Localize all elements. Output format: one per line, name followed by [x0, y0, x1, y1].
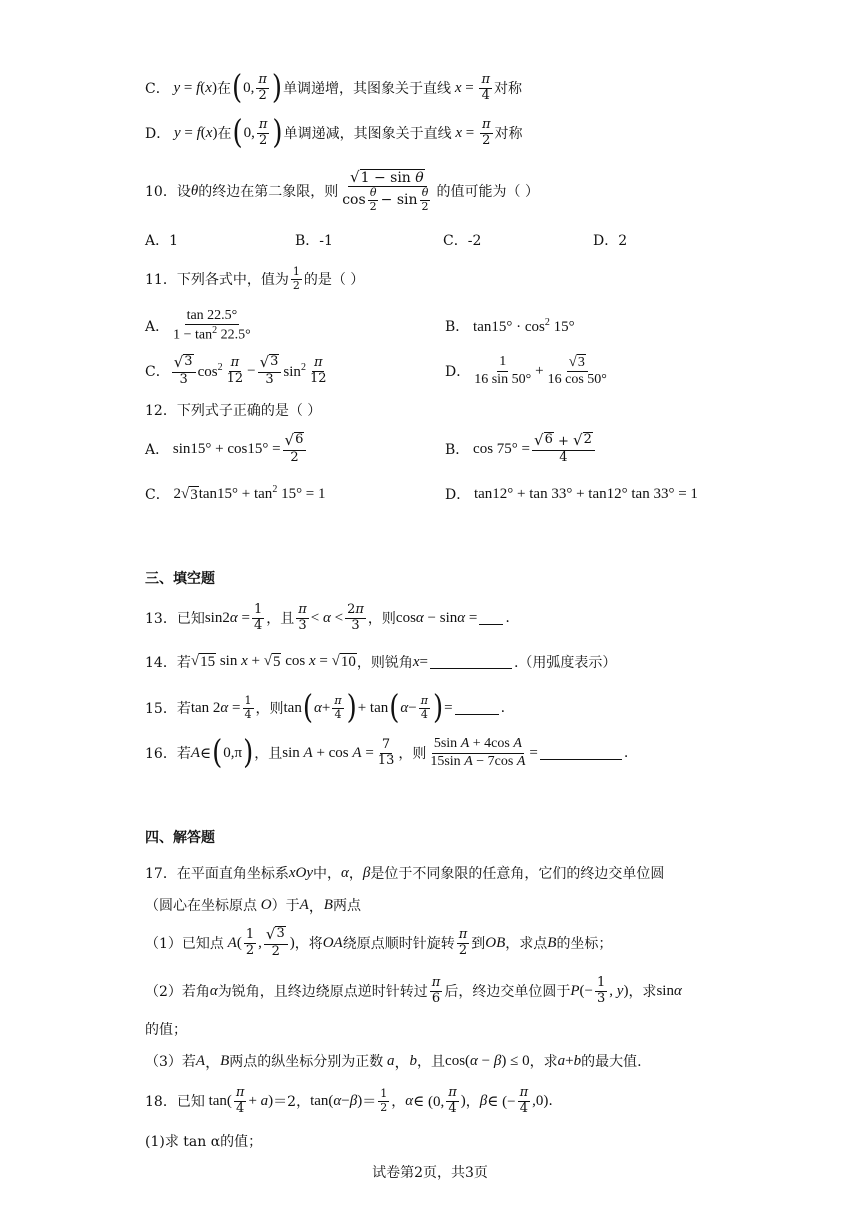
q17-part3: （3）若 A ， B 两点的纵坐标分别为正数 a ， b ，且 cos(α − β) ≤ 0 ，求 a + b 的最大值. [145, 1052, 642, 1071]
q11-option-c: C． √ 3 3 $\cos^2$ $\frac{\pi}{12}$ − √ 3 3 $\sin^2$ $\frac{\pi}{12}$ [145, 353, 327, 387]
q9-option-d: D． y = f ( x ) 在 ( 0, $\frac{\pi}{2}$ ) 单调递减，其图象关于直线 x = $\frac{\pi}{2}$ 对称 [145, 114, 523, 152]
q10-options: A．1 B．-1 C．-2 D．2 [145, 233, 628, 249]
q15: 15．若 tan 2α = $\frac{1}{4}$ ，则 tan ( α + $\frac{\pi}{4}$ ) + tan ( α − $\frac{\pi}{4}$ ) = . [145, 689, 506, 727]
q17-line2: （圆心在坐标原点 O ）于 A ， B 两点 [145, 896, 361, 915]
q17-part2-cont: 的值； [145, 1022, 187, 1038]
q14: 14．若 √ 15 sin x + √ 5 cos x = √ 10 ，则锐角 x = .（用弧度表示） [145, 653, 617, 671]
q12-option-b: B． cos 75° = √ 6 + √ 2 4 [445, 428, 597, 470]
section-answer-heading: 四、解答题 [145, 830, 215, 846]
page-footer: 试卷第2页，共3页 [372, 1165, 488, 1181]
q13: 13．已知 sin2α = $\frac{1}{4}$ ，且 $\frac{\pi}{3}$ < α < $\frac{2\pi}{3}$ ，则 cosα − sinα = . [145, 601, 510, 633]
q9-option-c: C． y = f ( x ) 在 ( 0, $\frac{\pi}{2}$ ) 单调递增，其图象关于直线 x = $\frac{\pi}{4}$ 对称 [145, 69, 522, 107]
q18-stem: 18．已知 tan( $\frac{\pi}{4}$ + a) ＝2， tan(α−β) ＝ $\frac{1}{2}$ ， α ∈ (0, $\frac{\pi}{4}$ ) ， β ∈ (− $\frac{\pi}{4}$ ,0) . [145, 1084, 553, 1116]
q17-part1: （1）已知点 A ( $\frac{1}{2}$ , √ 3 2 ) ，将 OA 绕原点顺时针旋转 $\frac{\pi}{2}$ 到 OB ，求点 B 的坐标； [145, 925, 613, 959]
section-fill-in-blank-heading: 三、填空题 [145, 571, 215, 587]
q17-part2: （2）若角 α 为锐角，且终边绕原点逆时针转过 $\frac{\pi}{6}$ 后，终边交单位圆于 P (− $\frac{1}{3}$ , y) ，求 sinα [145, 974, 682, 1006]
q17-line1: 17．在平面直角坐标系 xOy 中， α ， β 是位于不同象限的任意角，它们的终边交单位圆 [145, 864, 665, 882]
q11-option-d: D． $\frac{1}{16 \sin 50^\circ}$ + √ 3 16 cos 50° [445, 353, 607, 388]
q18-part1: (1)求 tan α的值； [145, 1134, 263, 1150]
q11-stem: 11．下列各式中，值为 $\frac{1}{2}$ 的是（ ） [145, 264, 365, 292]
q12-option-c: C． 2 √ 3 $\tan 15^\circ + \tan^2 15^\circ = 1$ [145, 484, 326, 503]
q11-option-a: A． $\frac{\tan 22.5^\circ}{1 - \tan^2 22.5^\circ}$ [145, 308, 251, 343]
q12-option-a: A． sin15° + cos15° = √ 6 2 [145, 428, 308, 470]
q11-option-b: B． $\tan 15^\circ \cdot \cos^2 15^\circ$ [445, 316, 575, 335]
q10-stem: 10．设 θ 的终边在第二象限，则 √ 1 − sin θ cos $\frac{\theta}{2}$ − sin $\frac{\theta}{2}$ 的值可能为（ ） [145, 167, 539, 213]
q12-stem: 12．下列式子正确的是（ ） [145, 403, 322, 419]
q16: 16．若 A ∈ ( 0,π ) ，且 sin A + cos A = $\frac{7}{13}$ ，则 $\frac{\text{5sin A + 4cos A}}{\text{15sin A − 7cos A}}$ = . [145, 734, 629, 772]
q12-option-d: D． tan12° + tan 33° + tan12° tan 33° = 1 [445, 485, 698, 503]
